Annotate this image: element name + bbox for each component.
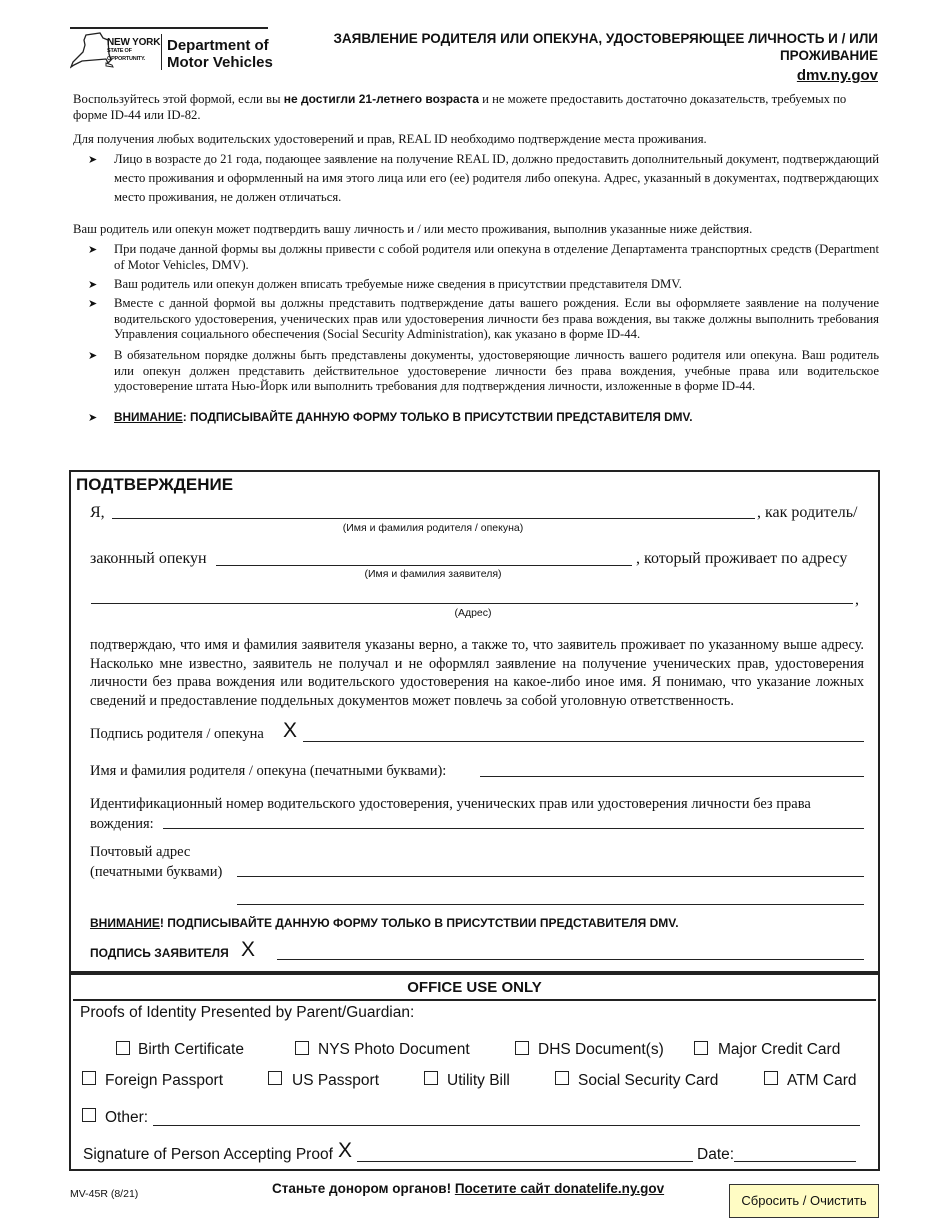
intro-paragraph-3: Ваш родитель или опекун может подтвердить вашу личность и / или место проживания, выполнив указанные ниже действия. <box>73 222 753 236</box>
guardian-label: законный опекун <box>90 550 207 567</box>
atm-card-checkbox[interactable] <box>764 1071 778 1085</box>
address-caption: (Адрес) <box>454 607 492 619</box>
warning-text: : ПОДПИСЫВАЙТЕ ДАННУЮ ФОРМУ ТОЛЬКО В ПРИСУТСТВИИ ПРЕДСТАВИТЕЛЯ DMV. <box>182 410 693 424</box>
bullet-item <box>88 277 879 293</box>
bullet-item <box>88 296 879 343</box>
dept-line2: Motor Vehicles <box>167 54 273 71</box>
logo-ny-line2: STATE OF <box>107 48 132 54</box>
mailing-address-field-1[interactable] <box>237 876 864 877</box>
logo-ny-line1: NEW YORK <box>107 37 161 48</box>
us-passport-checkbox[interactable] <box>268 1071 282 1085</box>
who-lives-label: , который проживает по адресу <box>636 550 848 567</box>
intro-bold-text: не достигли 21-летнего возраста <box>283 92 479 106</box>
id-number-line2: вождения: <box>90 816 154 832</box>
warning-bullet <box>88 410 879 426</box>
social-security-card-label: Social Security Card <box>578 1072 719 1089</box>
bullet-arrow-icon: ➤ <box>88 153 98 166</box>
us-passport-label: US Passport <box>292 1072 380 1089</box>
bullet-text: Лицо в возрасте до 21 года, подающее заявление на получение REAL ID, должно предоставить дополнительный документ, подтверждающий место проживания и оформленный на имя этого лица или его (ее) родителя либо опекуна. Адрес, указанный в документах, подтверждающих место проживания, не должен отличаться. <box>114 152 879 204</box>
logo-ny-line3: OPPORTUNITY. <box>107 56 146 62</box>
social-security-card-checkbox[interactable] <box>555 1071 569 1085</box>
accepting-signature-label: Signature of Person Accepting Proof <box>83 1146 333 1163</box>
form-title <box>288 30 878 64</box>
parent-print-label: Имя и фамилия родителя / опекуна (печатными буквами): <box>90 763 447 779</box>
donor-link[interactable]: Посетите сайт donatelife.ny.gov <box>454 1181 665 1196</box>
confirmation-statement: подтверждаю, что имя и фамилия заявителя указаны верно, а также то, что заявитель проживает по указанному выше адресу. Насколько мне известно, заявитель не получал и не оформлял заявление на получение ученических прав, удостоверения личности без права вождения или водительского удостоверения на какое-либо иное имя. Я понимаю, что указание ложных сведений и предоставление поддельных документов может повлечь за собой уголовную ответственность. <box>90 637 864 709</box>
bullet-arrow-icon: ➤ <box>88 243 98 256</box>
atm-card-label: ATM Card <box>787 1072 857 1089</box>
donor-note <box>272 1181 664 1196</box>
bullet-text: Ваш родитель или опекун должен вписать требуемые ниже сведения в присутствии представителя DMV. <box>114 277 682 291</box>
i-label: Я, <box>90 504 105 521</box>
parent-signature-x: X <box>283 719 298 742</box>
logo-wordmark <box>107 39 160 63</box>
nys-photo-document-checkbox[interactable] <box>295 1041 309 1055</box>
bullet-text: При подаче данной формы вы должны привести с собой родителя или опекуна в отделение Департамента транспортных средств (Department of Motor Vehicles, DMV). <box>114 242 879 272</box>
intro-text: и не можете предоставить достаточно доказательств, требуемых по форме ID-44 или ID-82. <box>73 92 847 122</box>
warning-label: ВНИМАНИЕ <box>114 410 183 424</box>
bullet-text: В обязательном порядке должны быть представлены документы, удостоверяющие личность вашего родителя или опекуна. Ваш родитель или опекун должен представить действительное удостоверение личности без права вождения, учебные права или водительское удостоверение штата Нью-Йорк или выполнить требования для подтверждения личности, изложенные в форме ID-44. <box>114 348 879 393</box>
date-field[interactable] <box>734 1161 856 1162</box>
applicant-name-field[interactable] <box>216 565 632 566</box>
accepting-signature-field[interactable] <box>357 1161 693 1162</box>
website-link[interactable]: dmv.ny.gov <box>796 67 878 84</box>
date-label: Date: <box>697 1146 735 1163</box>
mailing-line1: Почтовый адрес <box>90 844 191 860</box>
intro-text: Воспользуйтесь этой формой, если вы <box>73 92 284 106</box>
intro-paragraph-2: Для получения любых водительских удостоверений и прав, REAL ID необходимо подтверждение места проживания. <box>73 132 707 146</box>
reset-button[interactable]: Сбросить / Очистить <box>729 1184 879 1218</box>
other-label: Other: <box>105 1109 149 1126</box>
id-number-field[interactable] <box>163 828 864 829</box>
bullet-item <box>88 348 879 395</box>
intro-paragraph-1 <box>73 92 879 123</box>
confirmation-title: ПОДТВЕРЖДЕНИЕ <box>76 475 234 494</box>
warning-text: ! ПОДПИСЫВАЙТЕ ДАННУЮ ФОРМУ ТОЛЬКО В ПРИСУТСТВИИ ПРЕДСТАВИТЕЛЯ DMV. <box>159 916 679 930</box>
dept-line1: Department of <box>167 37 269 54</box>
address-comma: , <box>855 591 859 608</box>
dhs-documents-label: DHS Document(s) <box>538 1041 664 1058</box>
header-rule <box>70 27 268 29</box>
foreign-passport-checkbox[interactable] <box>82 1071 96 1085</box>
mailing-line2: (печатными буквами) <box>90 864 223 880</box>
bullet-text: Вместе с данной формой вы должны представить подтверждение даты вашего рождения. Если вы оформляете заявление на получение водительского удостоверения, ученических прав или удостоверения личности без права вождения, вы также должны выполнить требования Управления социального обеспечения (Social Security Administration), как указано в форме ID-44. <box>114 296 879 341</box>
office-use-header: OFFICE USE ONLY <box>73 975 876 1001</box>
logo-divider <box>161 34 162 70</box>
proofs-label: Proofs of Identity Presented by Parent/Guardian: <box>80 1004 415 1021</box>
as-parent-label: , как родитель/ <box>757 504 858 521</box>
utility-bill-checkbox[interactable] <box>424 1071 438 1085</box>
bullet-item <box>88 150 879 207</box>
dept-name <box>167 37 273 71</box>
address-field[interactable] <box>91 603 853 604</box>
confirmation-section <box>69 470 880 973</box>
parent-signature-label: Подпись родителя / опекуна <box>90 726 264 742</box>
parent-name-caption: (Имя и фамилия родителя / опекуна) <box>342 522 524 534</box>
major-credit-card-label: Major Credit Card <box>718 1041 841 1058</box>
parent-name-field[interactable] <box>112 518 755 519</box>
bullet-arrow-icon: ➤ <box>88 411 98 424</box>
bullet-arrow-icon: ➤ <box>88 278 98 291</box>
form-title-line1: ЗАЯВЛЕНИЕ РОДИТЕЛЯ ИЛИ ОПЕКУНА, УДОСТОВЕРЯЮЩЕЕ ЛИЧНОСТЬ И / ИЛИ <box>333 31 878 46</box>
foreign-passport-label: Foreign Passport <box>105 1072 224 1089</box>
birth-certificate-checkbox[interactable] <box>116 1041 130 1055</box>
mailing-address-field-2[interactable] <box>237 904 864 905</box>
nys-photo-document-label: NYS Photo Document <box>318 1041 470 1058</box>
applicant-name-caption: (Имя и фамилия заявителя) <box>364 568 502 580</box>
applicant-signature-x: X <box>241 938 256 961</box>
other-field[interactable] <box>153 1125 860 1126</box>
other-checkbox[interactable] <box>82 1108 96 1122</box>
form-title-line2: ПРОЖИВАНИЕ <box>779 48 878 63</box>
dhs-documents-checkbox[interactable] <box>515 1041 529 1055</box>
bullet-item <box>88 242 879 273</box>
form-code: MV-45R (8/21) <box>70 1188 139 1200</box>
applicant-signature-label: ПОДПИСЬ ЗАЯВИТЕЛЯ <box>90 946 229 960</box>
donor-text: Станьте донором органов! <box>272 1181 455 1196</box>
birth-certificate-label: Birth Certificate <box>138 1041 244 1058</box>
confirmation-warning <box>90 916 679 930</box>
parent-signature-field[interactable] <box>303 741 864 742</box>
id-number-line1: Идентификационный номер водительского удостоверения, ученических прав или удостоверения личности без права <box>90 796 811 812</box>
warning-label: ВНИМАНИЕ <box>90 916 160 930</box>
applicant-signature-field[interactable] <box>277 959 864 960</box>
bullet-arrow-icon: ➤ <box>88 349 98 362</box>
utility-bill-label: Utility Bill <box>447 1072 510 1089</box>
mailing-address-label <box>90 842 222 882</box>
accepting-signature-x: X <box>338 1139 353 1162</box>
parent-print-field[interactable] <box>480 776 864 777</box>
major-credit-card-checkbox[interactable] <box>694 1041 708 1055</box>
bullet-arrow-icon: ➤ <box>88 297 98 310</box>
